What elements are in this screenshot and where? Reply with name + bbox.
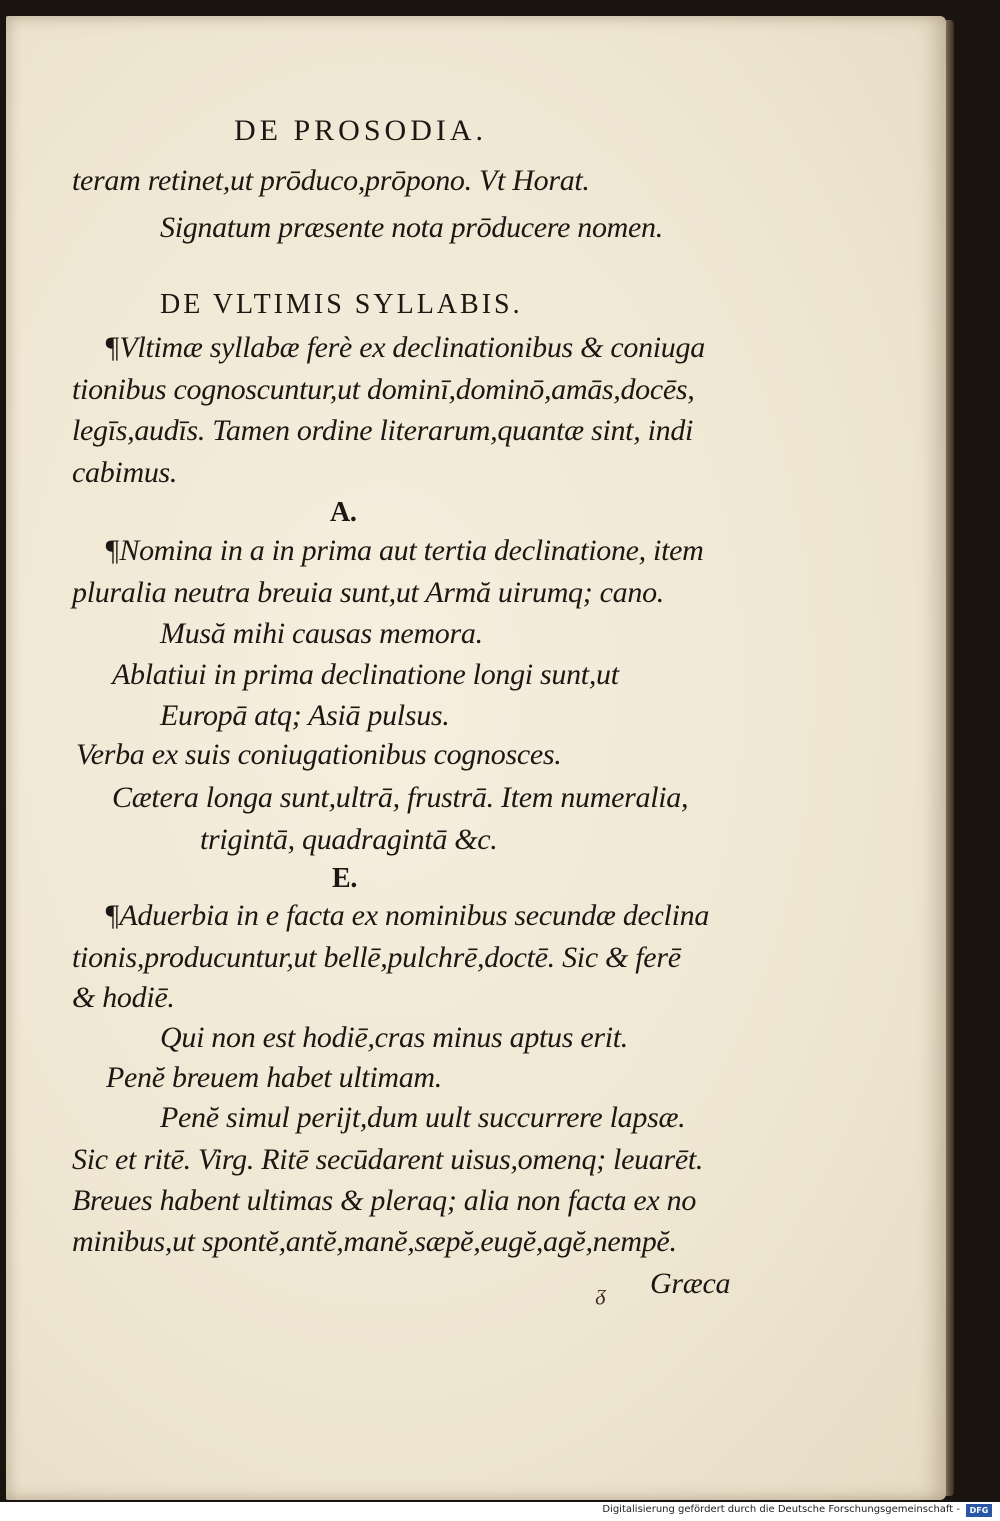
text-line: cabimus. — [72, 456, 178, 489]
text-line: Europā atq; Asiā pulsus. — [160, 699, 450, 732]
text-line: tionibus cognoscuntur,ut dominī,dominō,amās,docēs, — [72, 373, 695, 406]
text-line: Sic et ritē. Virg. Ritē secūdarent uisus,omenq; leuarēt. — [72, 1143, 704, 1176]
text-line: teram retinet,ut prōduco,prōpono. Vt Horat. — [72, 164, 590, 197]
text-line: Ablatiui in prima declinatione longi sunt,ut — [112, 658, 619, 691]
letter-heading-a: A. — [330, 497, 357, 528]
text-line: Signatum præsente nota prōducere nomen. — [160, 211, 663, 244]
text-line: tionis,producuntur,ut bellē,pulchrē,doctē. Sic & ferē — [72, 941, 681, 974]
text-line: ¶Aduerbia in e facta ex nominibus secundæ declina — [104, 899, 710, 932]
text-line: pluralia neutra breuia sunt,ut Armă uirumq; cano. — [72, 576, 664, 609]
dfg-logo-icon: DFG — [966, 1504, 992, 1517]
letter-heading-e: E. — [332, 863, 358, 894]
text-line: trigintā, quadragintā &c. — [200, 823, 498, 856]
footer-bar — [0, 1502, 1000, 1521]
text-line: Qui non est hodiē,cras minus aptus erit. — [160, 1021, 628, 1054]
signature-mark: ᵹ — [596, 1280, 607, 1305]
text-line: legīs,audīs. Tamen ordine literarum,quantæ sint, indi — [72, 414, 694, 447]
page-edge — [946, 20, 954, 1496]
catchword: Græca — [650, 1267, 731, 1300]
section-heading: DE VLTIMIS SYLLABIS. — [160, 289, 523, 320]
running-header: DE PROSODIA. — [234, 114, 488, 147]
text-line: ¶Nomina in a in prima aut tertia declinatione, item — [104, 534, 704, 567]
text-line: Penĕ breuem habet ultimam. — [106, 1061, 442, 1094]
text-line: Verba ex suis coniugationibus cognosces. — [76, 738, 562, 771]
text-line: Cætera longa sunt,ultrā, frustrā. Item numeralia, — [112, 781, 689, 814]
text-line: Penĕ simul perijt,dum uult succurrere lapsæ. — [160, 1101, 686, 1134]
text-line: & hodiē. — [72, 981, 175, 1014]
funding-credit: Digitalisierung gefördert durch die Deutsche Forschungsgemeinschaft - — [602, 1504, 960, 1515]
text-line: Breues habent ultimas & pleraq; alia non facta ex no — [72, 1184, 697, 1217]
text-line: minibus,ut spontĕ,antĕ,manĕ,sæpĕ,eugĕ,agĕ,nempĕ. — [72, 1225, 677, 1258]
text-line: ¶Vltimæ syllabæ ferè ex declinationibus & coniuga — [104, 331, 705, 364]
text-line: Musă mihi causas memora. — [160, 617, 483, 650]
